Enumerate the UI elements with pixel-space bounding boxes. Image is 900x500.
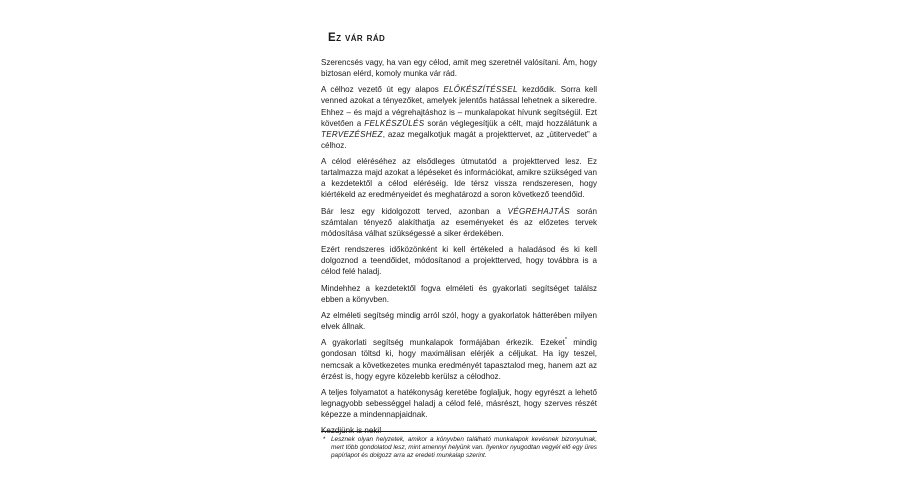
- paragraph-4: [321, 206, 597, 239]
- emphasis-preparation: ELŐKÉSZÍTÉSSEL: [443, 85, 518, 95]
- paragraph-4-text-a: Bár lesz egy kidolgozott terved, azonban a: [321, 206, 508, 216]
- paragraph-9: A teljes folyamatot a hatékonyság keretébe foglaljuk, hogy egyrészt a lehető legnagyobb sebességgel haladj a célod felé, másrészt, hogy szerves részét képezze a mindennapjaidnak.: [321, 387, 597, 420]
- paragraph-8: [321, 337, 597, 381]
- paragraph-2-text-d: , azaz megalkotjuk magát a projekttervet, az „útitervedet” a célhoz.: [321, 129, 597, 150]
- paragraph-2-text-b: kezdődik. Sorra kell venned azokat a tényezőket, amelyek jelentős hatással lehetnek a sikeredre. Ehhez – és majd a végrehajtáshoz is – munkalapokat hívunk segítségül. Ezt követően a: [321, 85, 597, 128]
- footnote: [323, 436, 597, 460]
- paragraph-2-text-c: során véglegesítjük a célt, majd hozzálátunk a: [424, 118, 598, 128]
- paragraph-3: A célod eléréséhez az elsődleges útmutatód a projektterved lesz. Ez tartalmazza majd azokat a lépéseket és információkat, amikre szükséged van a kezdetektől a célod eléréséig. Ide térsz vissza rendszeresen, hogy kiértékeld az eredményeidet és meghatározd a soron következő teendőid.: [321, 157, 597, 200]
- footnote-text: Lesznek olyan helyzetek, amikor a könyvben található munkalapok kevésnek bizonyulnak, mert több gondolatod lesz, mint amennyi helyünk van. Ilyenkor nyugodtan vegyél elő egy üres papírlapot és dolgozz arra az eredeti munkalap szerint.: [331, 436, 597, 460]
- paragraph-8-text-b: mindig gondosan töltsd ki, hogy maximálisan elérjék a céljukat. Ha így teszel, nemcsak a következetes munka eredményét tapasztalod meg, hanem azt az érzést is, hogy egyre közelebb kerülsz a célodhoz.: [321, 338, 597, 381]
- footnote-reference: *: [564, 337, 567, 344]
- paragraph-5: Ezért rendszeres időközönként ki kell értékeled a haladásod és ki kell dolgoznod a teendőidet, módosítanod a projektterved, hogy továbbra is a célod felé haladj.: [321, 245, 597, 277]
- emphasis-readiness: FELKÉSZÜLÉS: [364, 118, 425, 128]
- paragraph-8-text-a: A gyakorlati segítség munkalapok formájában érkezik. Ezeket: [321, 338, 565, 348]
- paragraph-1: Szerencsés vagy, ha van egy célod, amit meg szeretnél valósítani. Ám, hogy biztosan elérd, komoly munka vár rád.: [321, 58, 597, 79]
- paragraph-2: [321, 84, 597, 151]
- paragraph-2-text-a: A célhoz vezető út egy alapos: [321, 85, 444, 95]
- emphasis-planning: TERVEZÉSHEZ: [321, 129, 383, 139]
- emphasis-execution: VÉGREHAJTÁS: [507, 206, 570, 216]
- section-heading: Ez vár rád: [328, 32, 386, 44]
- footnote-mark: *: [323, 436, 326, 443]
- paragraph-10: Kezdjünk is neki!: [321, 426, 382, 436]
- paragraph-7: Az elméleti segítség mindig arról szól, hogy a gyakorlatok hátterében milyen elvek állnak.: [321, 311, 597, 332]
- footnote-divider: [321, 431, 597, 432]
- paragraph-4-text-b: során számtalan tényező alakíthatja az eseményeket és az előzetes tervek módosítása válhat szükségessé a siker érdekében.: [321, 206, 597, 238]
- paragraph-6: Mindehhez a kezdetektől fogva elméleti és gyakorlati segítséget találsz ebben a könyvben.: [321, 283, 597, 304]
- page-content: [321, 32, 597, 442]
